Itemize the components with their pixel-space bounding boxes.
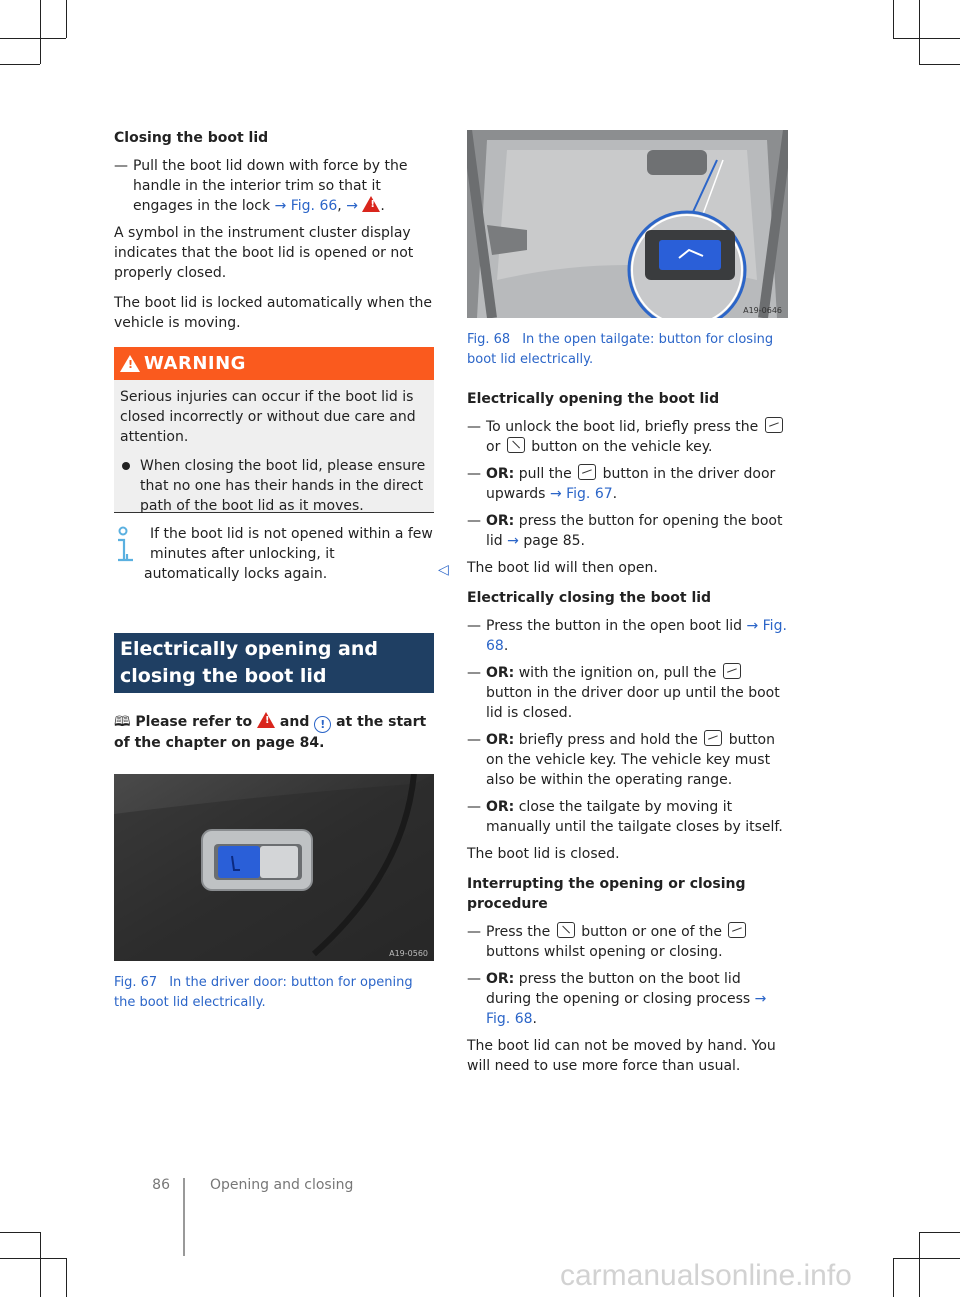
warning-title: WARNING [144,353,246,374]
notice-circle-icon: ! [314,716,331,733]
heading-open: Electrically opening the boot lid [467,391,720,407]
watermark: carmanualsonline.info [560,1259,852,1292]
open-step-2: — OR: pull the button in the driver door upwards → Fig. 67. [467,466,776,502]
fig68-image [467,130,788,318]
boot-button-icon [578,464,596,480]
page85-link[interactable]: page 85 [523,533,581,549]
refer-line: 🕮 Please refer to ! and ! at the start of the chapter on page 84. [114,714,427,751]
section-title-bar [114,633,434,693]
interrupt-step-2: — OR: press the button on the boot lid during the opening or closing process → Fig. 68. [467,971,767,1027]
section-title: Electrically opening and closing the boot lid [120,638,378,687]
open-result: The boot lid will then open. [467,560,658,576]
footer-divider [183,1178,185,1256]
warning-triangle-icon: ! [257,712,275,728]
warning-header-icon: ! [120,355,140,372]
close-step-2: — OR: with the ignition on, pull the button in the driver door up until the boot lid is closed. [467,665,780,721]
fig66-link[interactable]: Fig. 66 [290,198,338,214]
para-locked: The boot lid is locked automatically when the vehicle is moving. [114,295,433,331]
open-step-1: — To unlock the boot lid, briefly press the or button on the vehicle key. [467,417,788,457]
close-result: The boot lid is closed. [467,846,620,862]
warning-box [114,347,434,513]
fig68-link[interactable]: Fig. 68 [486,1011,533,1027]
boot-button-icon [728,922,746,938]
warning-bullet: When closing the boot lid, please ensure that no one has their hands in the direct path of the boot lid as it moves. [140,458,426,514]
fig68-link[interactable]: Fig. 68 [486,618,787,654]
fig68-number: Fig. 68 [467,332,511,347]
note-text: If the boot lid is not opened within a few minutes after unlocking, it automatically locks again. [144,526,433,582]
page-number: 86 [152,1177,170,1193]
fig67-caption: Fig. 67 In the driver door: button for opening the boot lid electrically. [114,975,413,1010]
boot-button-icon [723,663,741,679]
para-symbol: A symbol in the instrument cluster display indicates that the boot lid is opened or not properly closed. [114,225,414,281]
fig67-link[interactable]: Fig. 67 [566,486,613,502]
open-step-3: — OR: press the button for opening the boot lid → page 85. [467,513,783,549]
warning-triangle-icon: ! [362,196,380,212]
info-note [114,524,434,584]
fig67-code: A19-0560 [389,949,428,958]
unlock-key-icon [765,417,783,433]
end-marker-icon: ◁ [438,562,449,578]
fig67-number: Fig. 67 [114,975,158,990]
info-icon [114,526,136,564]
fig68-code: A19-0646 [743,306,782,315]
interrupt-step-1: — Press the button or one of the buttons whilst opening or closing. [467,922,788,962]
closing-step: — Pull the boot lid down with force by the handle in the interior trim so that it engages in the lock → Fig. 66, → ! . [114,158,408,214]
close-step-1: — Press the button in the open boot lid → Fig. 68. [467,618,787,654]
close-step-3: — OR: briefly press and hold the button on the vehicle key. The vehicle key must also be within the operating range. [467,732,775,788]
boot-key-icon [704,730,722,746]
boot-key-icon [557,922,575,938]
close-step-4: — OR: close the tailgate by moving it manually until the tailgate closes by itself. [467,799,783,835]
boot-key-icon [507,437,525,453]
heading-interrupt: Interrupting the opening or closing procedure [467,876,746,912]
final-note: The boot lid can not be moved by hand. You will need to use more force than usual. [467,1038,776,1074]
book-icon: 🕮 [114,714,131,730]
fig68-caption: Fig. 68 In the open tailgate: button for closing boot lid electrically. [467,332,774,367]
bullet-dot-icon [122,462,130,470]
chapter-name: Opening and closing [210,1177,354,1193]
warning-header [114,347,434,380]
right-column [467,389,788,1086]
heading-closing: Closing the boot lid [114,130,269,146]
warning-bullet-item [120,456,428,516]
heading-close: Electrically closing the boot lid [467,590,712,606]
fig67-image [114,774,434,961]
left-column [114,128,434,343]
warning-text: Serious injuries can occur if the boot lid is closed incorrectly or without due care and attention. [120,389,416,445]
